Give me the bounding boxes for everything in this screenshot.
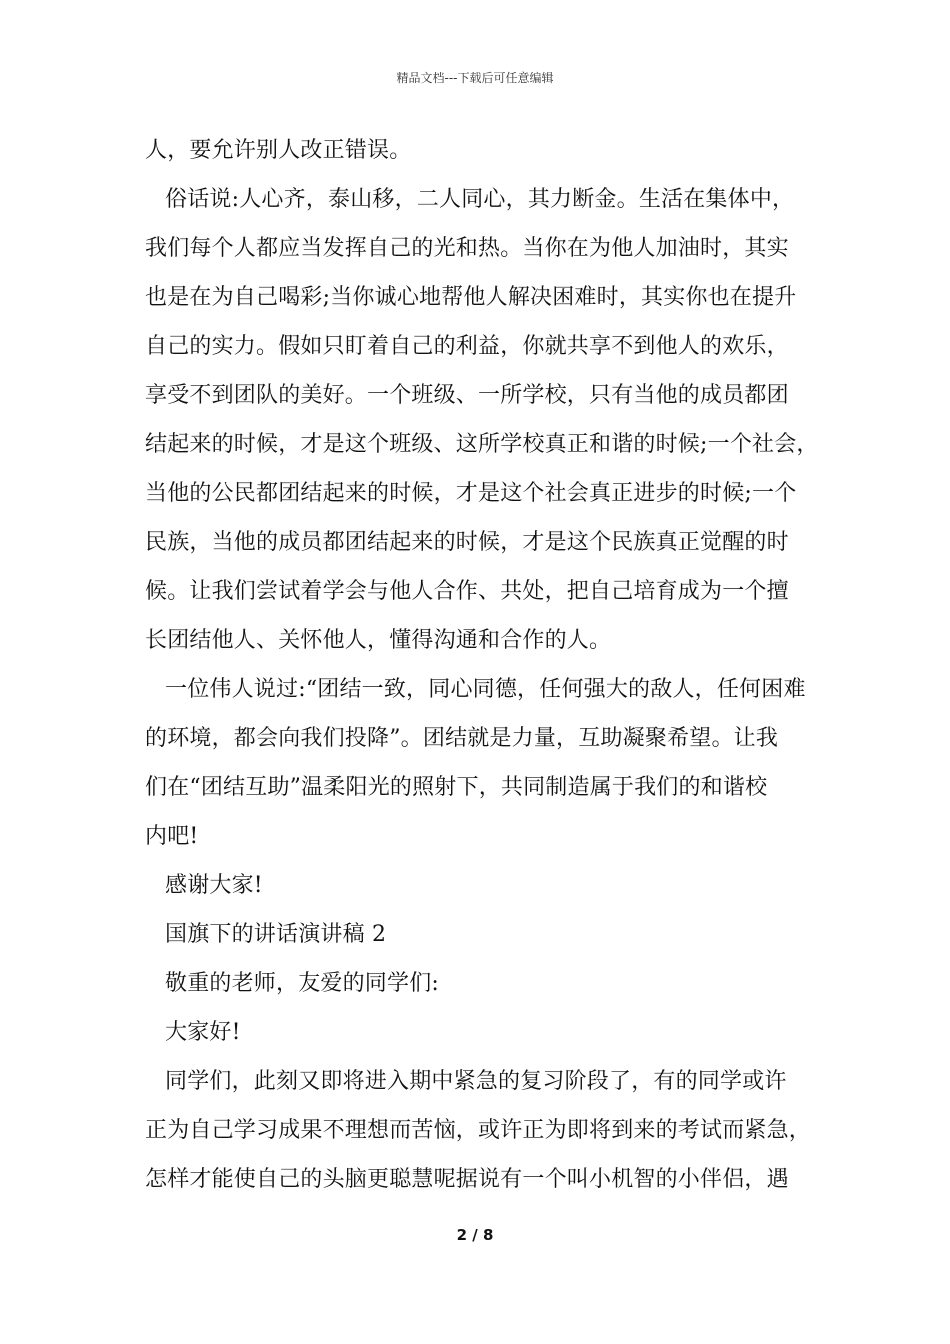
text-line: 感谢大家! (165, 873, 263, 898)
text-line: 们在“团结互助”温柔阳光的照射下，共同制造属于我们的和谐校 (145, 775, 768, 800)
text-line: 人，要允许别人改正错误。 (145, 138, 412, 163)
text-line: 当他的公民都团结起来的时候，才是这个社会真正进步的时候;一个 (145, 481, 797, 506)
salutation: 敬重的老师，友爱的同学们: (165, 971, 440, 996)
page-number: 2 / 8 (456, 1226, 494, 1244)
text-line: 长团结他人、关怀他人，懂得沟通和合作的人。 (145, 628, 612, 653)
text-line: 的环境，都会向我们投降”。团结就是力量，互助凝聚希望。让我 (145, 726, 779, 751)
text-line: 内吧! (145, 824, 199, 849)
text-line: 结起来的时候，才是这个班级、这所学校真正和谐的时候;一个社会， (145, 432, 819, 457)
section-title: 国旗下的讲话演讲稿 2 (165, 922, 387, 947)
text-line: 自己的实力。假如只盯着自己的利益，你就共享不到他人的欢乐， (145, 334, 789, 359)
text-line: 正为自己学习成果不理想而苦恼，或许正为即将到来的考试而紧急， (145, 1118, 812, 1143)
text-line: 也是在为自己喝彩;当你诚心地帮他人解决困难时，其实你也在提升 (145, 285, 797, 310)
text-line: 怎样才能使自己的头脑更聪慧呢据说有一个叫小机智的小伴侣，遇 (145, 1167, 789, 1192)
text-line: 一位伟人说过:“团结一致，同心同德，任何强大的敌人，任何困难 (165, 677, 806, 702)
page-header: 精品文档---下载后可任意编辑 (396, 71, 554, 85)
text-line: 同学们，此刻又即将进入期中紧急的复习阶段了，有的同学或许 (165, 1069, 787, 1094)
document-body (145, 126, 825, 1204)
text-line: 民族，当他的成员都团结起来的时候，才是这个民族真正觉醒的时 (145, 530, 789, 555)
text-line: 俗话说:人心齐，泰山移，二人同心，其力断金。生活在集体中， (165, 187, 795, 212)
text-line: 享受不到团队的美好。一个班级、一所学校，只有当他的成员都团 (145, 383, 789, 408)
text-line: 候。让我们尝试着学会与他人合作、共处，把自己培育成为一个擅 (145, 579, 789, 604)
text-line: 我们每个人都应当发挥自己的光和热。当你在为他人加油时，其实 (145, 236, 789, 261)
greeting: 大家好! (165, 1020, 241, 1045)
